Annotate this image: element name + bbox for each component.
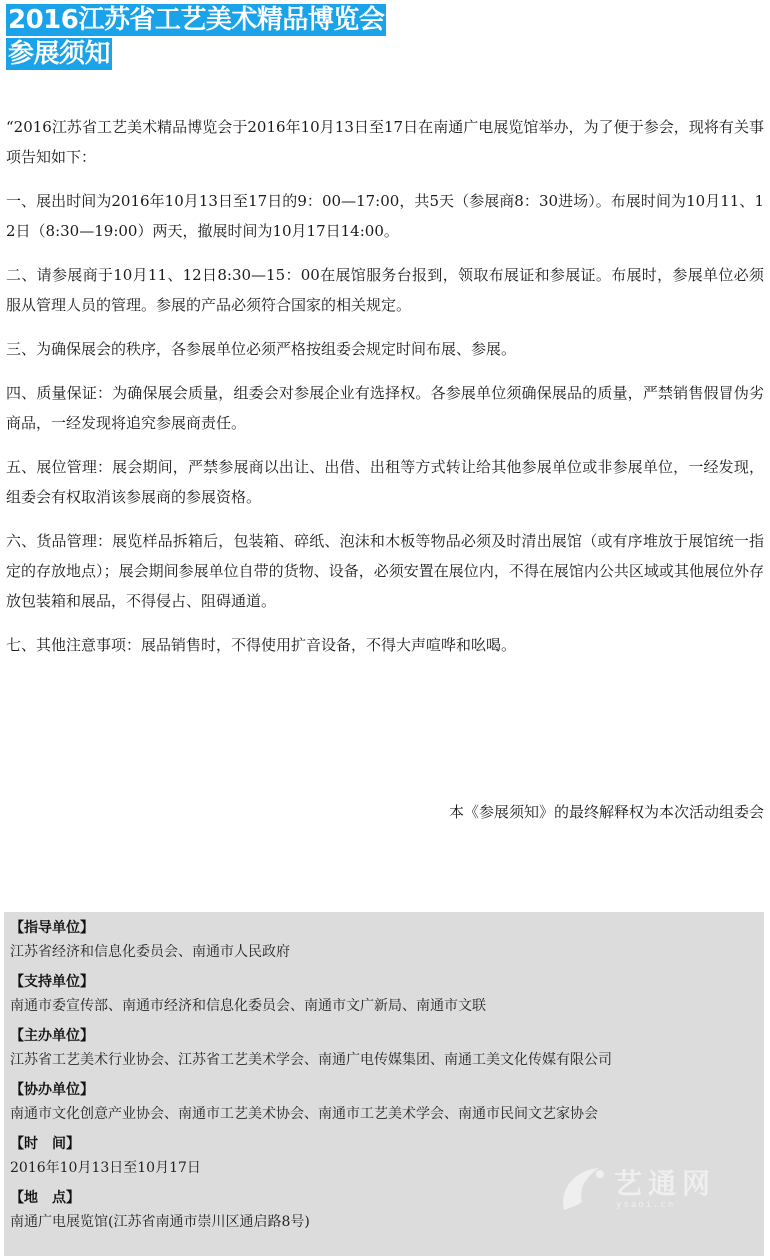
page-header	[6, 4, 386, 72]
info-value: 南通市委宣传部、南通市经济和信息化委员会、南通市文广新局、南通市文联	[10, 998, 486, 1014]
info-label: 【指导单位】	[10, 920, 94, 936]
intro-paragraph: “2016江苏省工艺美术精品博览会于2016年10月13日至17日在南通广电展览馆举办，为了便于参会，现将有关事项告知如下：	[6, 118, 764, 166]
rule-paragraph-4: 四、质量保证：为确保展会质量，组委会对参展企业有选择权。各参展单位须确保展品的质量，严禁销售假冒伪劣商品，一经发现将追究参展商责任。	[6, 384, 764, 432]
rule-paragraph-2: 二、请参展商于10月11、12日8:30—15：00在展馆服务台报到，领取布展证和参展证。布展时，参展单位必须服从管理人员的管理。参展的产品必须符合国家的相关规定。	[6, 266, 764, 314]
info-section-guidance	[10, 916, 758, 964]
info-section-host	[10, 1024, 758, 1072]
info-label: 【主办单位】	[10, 1028, 94, 1044]
info-value: 南通广电展览馆(江苏省南通市崇川区通启路8号)	[10, 1214, 310, 1230]
watermark-logo	[554, 1160, 754, 1230]
closing-statement: 本《参展须知》的最终解释权为本次活动组委会	[448, 803, 764, 821]
watermark-url: ysaoi.cn	[616, 1200, 676, 1210]
info-label: 【协办单位】	[10, 1082, 94, 1098]
rule-paragraph-7: 七、其他注意事项：展品销售时，不得使用扩音设备，不得大声喧哗和吆喝。	[6, 636, 517, 654]
info-value: 南通市文化创意产业协会、南通市工艺美术协会、南通市工艺美术学会、南通市民间文艺家协会	[10, 1106, 598, 1122]
info-label: 【地 点】	[10, 1190, 80, 1206]
watermark-icon	[554, 1160, 614, 1220]
rule-paragraph-5: 五、展位管理：展会期间，严禁参展商以出让、出借、出租等方式转让给其他参展单位或非参展单位，一经发现，组委会有权取消该参展商的参展资格。	[6, 458, 764, 506]
info-label: 【时 间】	[10, 1136, 80, 1152]
watermark-text: 艺通网	[614, 1167, 717, 1200]
rule-paragraph-6: 六、货品管理：展览样品拆箱后，包装箱、碎纸、泡沫和木板等物品必须及时清出展馆（或有序堆放于展馆统一指定的存放地点）；展会期间参展单位自带的货物、设备，必须安置在展位内，不得在展馆内公共区域或其他展位外存放包装箱和展品，不得侵占、阻碍通道。	[6, 532, 764, 610]
info-value: 江苏省经济和信息化委员会、南通市人民政府	[10, 944, 290, 960]
page-title: 2016江苏省工艺美术精品博览会	[8, 5, 385, 35]
rule-paragraph-1: 一、展出时间为2016年10月13日至17日的9：00—17:00，共5天（参展商8：30进场）。布展时间为10月11、12日（8:30—19:00）两天，撤展时间为10月17日14:00。	[6, 192, 764, 240]
info-value: 2016年10月13日至10月17日	[10, 1160, 201, 1176]
info-section-support	[10, 970, 758, 1018]
notice-body	[6, 112, 764, 674]
info-value: 江苏省工艺美术行业协会、江苏省工艺美术学会、南通广电传媒集团、南通工美文化传媒有限公司	[10, 1052, 612, 1068]
info-section-co-host	[10, 1078, 758, 1126]
rule-paragraph-3: 三、为确保展会的秩序，各参展单位必须严格按组委会规定时间布展、参展。	[6, 340, 517, 358]
page-subtitle: 参展须知	[8, 39, 111, 69]
info-label: 【支持单位】	[10, 974, 94, 990]
